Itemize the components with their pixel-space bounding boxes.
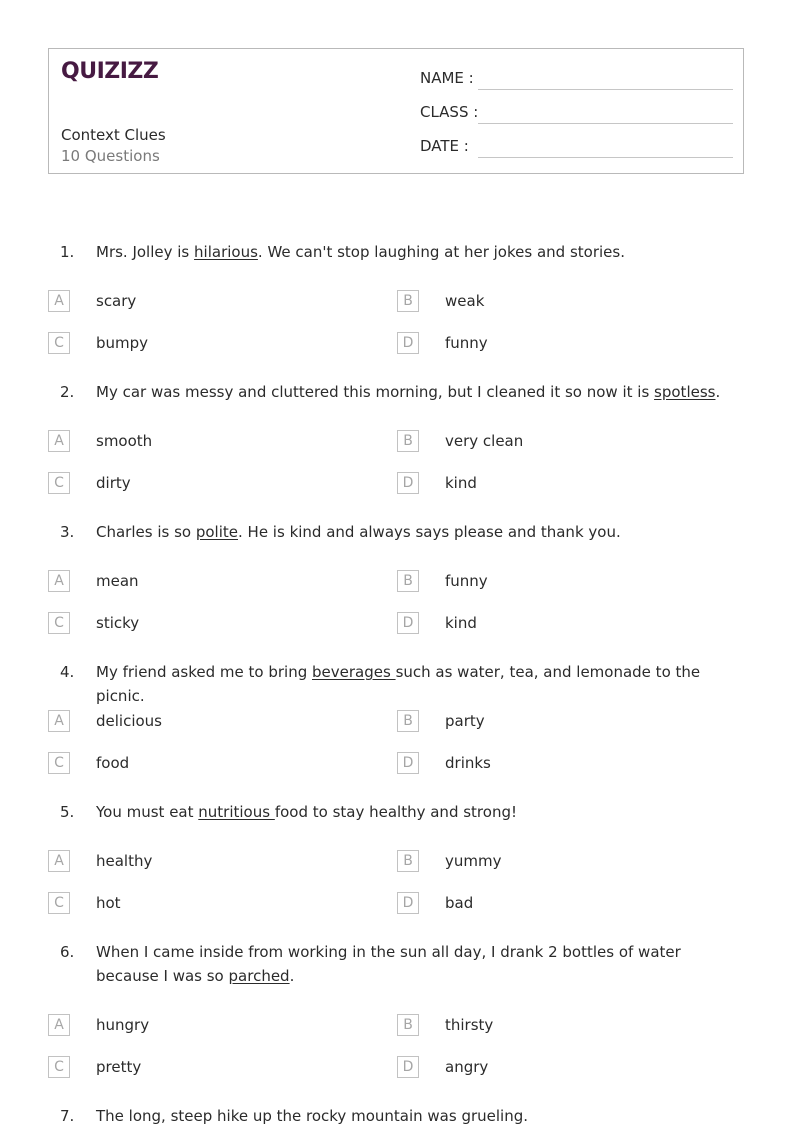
option-letter-box: D [397,892,419,914]
brand-text: QUIZIZZ [61,59,159,84]
question-text: The long, steep hike up the rocky mountain was grueling. [96,1107,529,1125]
option-text: dirty [96,474,131,492]
class-label: CLASS : [420,103,479,121]
option-letter-box: B [397,570,419,592]
question-number: 3. [60,523,75,541]
option-letter-box: D [397,332,419,354]
option-text: hungry [96,1016,150,1034]
option-text: bumpy [96,334,149,352]
target-word: grueling [461,1107,524,1125]
question-text: Charles is so polite. He is kind and always says please and thank you. [96,523,621,541]
question-number: 4. [60,663,75,681]
worksheet-title: Context Clues [61,126,166,144]
option-text: thirsty [445,1016,494,1034]
option-letter-box: C [48,472,70,494]
option-letter-box: A [48,570,70,592]
option-text: funny [445,334,488,352]
option-text: hot [96,894,121,912]
option-letter-box: A [48,850,70,872]
question-text: My car was messy and cluttered this morning, but I cleaned it so now it is spotless. [96,383,721,401]
option-text: kind [445,614,477,632]
option-letter-box: D [397,612,419,634]
option-text: bad [445,894,474,912]
class-line[interactable] [478,123,733,124]
target-word: nutritious [198,803,275,821]
option-text: food [96,754,130,772]
worksheet-header [48,48,744,174]
option-letter-box: C [48,1056,70,1078]
option-letter-box: B [397,1014,419,1036]
option-letter-box: D [397,472,419,494]
option-text: delicious [96,712,162,730]
question-number: 6. [60,943,75,961]
option-letter-box: A [48,430,70,452]
option-text: sticky [96,614,140,632]
target-word: polite [195,523,238,541]
option-letter-box: A [48,1014,70,1036]
option-text: drinks [445,754,491,772]
question-count: 10 Questions [61,147,160,165]
question-text: When I came inside from working in the sun all day, I drank 2 bottles of water because I was so parched. [96,943,681,985]
option-letter-box: D [397,752,419,774]
option-text: yummy [445,852,502,870]
option-text: weak [445,292,485,310]
date-label: DATE : [420,137,469,155]
target-word: beverages [312,663,396,681]
option-letter-box: D [397,1056,419,1078]
option-letter-box: C [48,612,70,634]
quizizz-logo [61,58,159,88]
option-text: healthy [96,852,153,870]
option-text: kind [445,474,477,492]
name-line[interactable] [478,89,733,90]
question-number: 2. [60,383,75,401]
option-text: mean [96,572,139,590]
target-word: parched [228,967,290,985]
option-text: angry [445,1058,489,1076]
option-letter-box: C [48,332,70,354]
option-letter-box: A [48,290,70,312]
question-number: 1. [60,243,75,261]
option-letter-box: B [397,710,419,732]
option-text: very clean [445,432,524,450]
name-label: NAME : [420,69,474,87]
option-text: funny [445,572,488,590]
option-text: smooth [96,432,153,450]
target-word: hilarious [194,243,258,261]
option-letter-box: B [397,290,419,312]
option-text: pretty [96,1058,142,1076]
target-word: spotless [654,383,716,401]
option-text: scary [96,292,137,310]
option-letter-box: C [48,892,70,914]
question-number: 5. [60,803,75,821]
option-text: party [445,712,485,730]
option-letter-box: C [48,752,70,774]
question-text: You must eat nutritious food to stay healthy and strong! [96,803,517,821]
option-letter-box: A [48,710,70,732]
question-text: Mrs. Jolley is hilarious. We can't stop laughing at her jokes and stories. [96,243,625,261]
question-number: 7. [60,1107,75,1125]
question-text: My friend asked me to bring beverages such as water, tea, and lemonade to the picnic. [96,663,701,705]
option-letter-box: B [397,430,419,452]
option-letter-box: B [397,850,419,872]
date-line[interactable] [478,157,733,158]
